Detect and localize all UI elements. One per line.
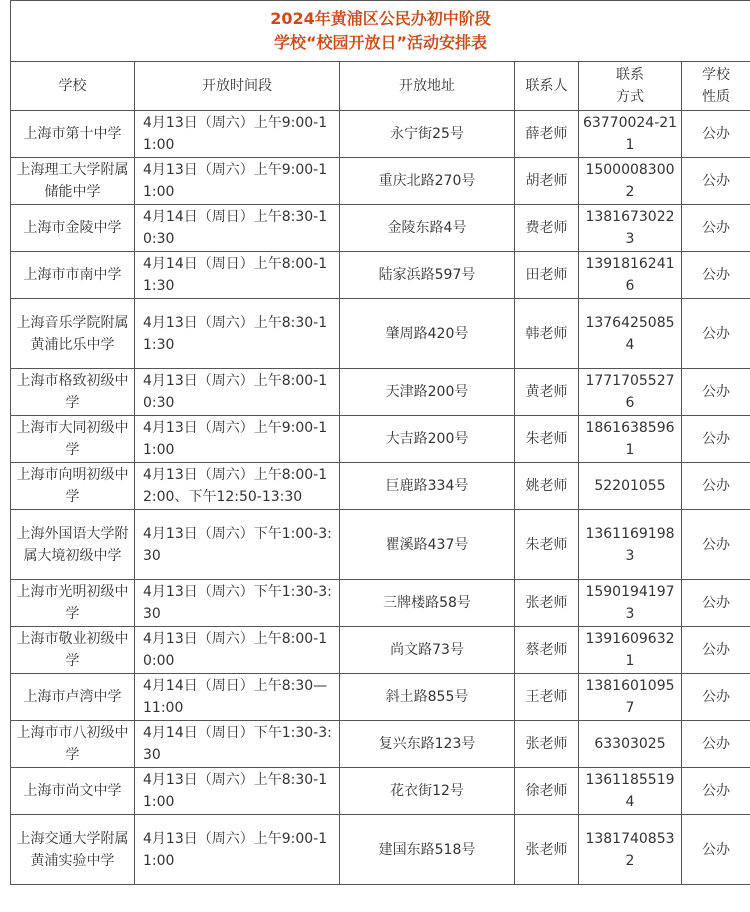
cell-school: 上海音乐学院附属黄浦比乐中学	[11, 299, 135, 369]
header-address: 开放地址	[340, 62, 515, 111]
table-row	[11, 580, 750, 627]
cell-type: 公办	[682, 463, 750, 510]
cell-address: 三牌楼路58号	[340, 580, 515, 627]
cell-contact: 黄老师	[515, 369, 579, 416]
cell-contact: 张老师	[515, 580, 579, 627]
cell-address: 重庆北路270号	[340, 158, 515, 205]
cell-phone: 13611691983	[579, 510, 682, 580]
table-row	[11, 815, 750, 885]
schedule-table	[10, 0, 750, 885]
cell-contact: 薛老师	[515, 111, 579, 158]
table-row	[11, 299, 750, 369]
cell-type: 公办	[682, 510, 750, 580]
cell-phone: 13817408532	[579, 815, 682, 885]
cell-phone: 17717055276	[579, 369, 682, 416]
cell-time: 4月13日（周六）上午8:00-10:00	[135, 627, 340, 674]
cell-school: 上海市光明初级中学	[11, 580, 135, 627]
header-time: 开放时间段	[135, 62, 340, 111]
cell-address: 斜土路855号	[340, 674, 515, 721]
cell-school: 上海市向明初级中学	[11, 463, 135, 510]
cell-school: 上海市格致初级中学	[11, 369, 135, 416]
cell-phone: 15901941973	[579, 580, 682, 627]
table-row	[11, 252, 750, 299]
cell-school: 上海市大同初级中学	[11, 416, 135, 463]
table-row	[11, 205, 750, 252]
cell-time: 4月13日（周六）上午8:00-12:00、下午12:50-13:30	[135, 463, 340, 510]
cell-time: 4月13日（周六）下午1:00-3:30	[135, 510, 340, 580]
cell-time: 4月14日（周日）下午1:30-3:30	[135, 721, 340, 768]
cell-type: 公办	[682, 768, 750, 815]
cell-type: 公办	[682, 252, 750, 299]
cell-school: 上海市卢湾中学	[11, 674, 135, 721]
table-row	[11, 674, 750, 721]
cell-address: 瞿溪路437号	[340, 510, 515, 580]
cell-school: 上海市敬业初级中学	[11, 627, 135, 674]
cell-time: 4月13日（周六）上午9:00-11:00	[135, 158, 340, 205]
table-title	[11, 1, 750, 62]
title-line-1: 2024年黄浦区公民办初中阶段	[270, 9, 491, 28]
cell-school: 上海交通大学附属黄浦实验中学	[11, 815, 135, 885]
cell-phone: 13816010957	[579, 674, 682, 721]
cell-time: 4月13日（周六）上午9:00-11:00	[135, 815, 340, 885]
cell-school: 上海市市南中学	[11, 252, 135, 299]
table-row	[11, 369, 750, 416]
cell-type: 公办	[682, 721, 750, 768]
cell-school: 上海市第十中学	[11, 111, 135, 158]
header-phone: 联系 方式	[579, 62, 682, 111]
table-row	[11, 768, 750, 815]
table-row	[11, 158, 750, 205]
cell-school: 上海市尚文中学	[11, 768, 135, 815]
cell-phone: 13764250854	[579, 299, 682, 369]
cell-type: 公办	[682, 580, 750, 627]
cell-contact: 朱老师	[515, 416, 579, 463]
header-row	[11, 62, 750, 111]
cell-phone: 13816730223	[579, 205, 682, 252]
cell-address: 肇周路420号	[340, 299, 515, 369]
cell-time: 4月13日（周六）上午8:00-10:30	[135, 369, 340, 416]
cell-time: 4月14日（周日）上午8:00-11:30	[135, 252, 340, 299]
cell-address: 金陵东路4号	[340, 205, 515, 252]
cell-contact: 王老师	[515, 674, 579, 721]
cell-contact: 韩老师	[515, 299, 579, 369]
cell-contact: 张老师	[515, 721, 579, 768]
cell-address: 尚文路73号	[340, 627, 515, 674]
cell-contact: 蔡老师	[515, 627, 579, 674]
cell-contact: 胡老师	[515, 158, 579, 205]
table-row	[11, 721, 750, 768]
cell-school: 上海市市八初级中学	[11, 721, 135, 768]
cell-address: 巨鹿路334号	[340, 463, 515, 510]
table-row	[11, 627, 750, 674]
cell-type: 公办	[682, 674, 750, 721]
cell-type: 公办	[682, 416, 750, 463]
cell-time: 4月13日（周六）上午8:30-11:30	[135, 299, 340, 369]
table-row	[11, 416, 750, 463]
cell-type: 公办	[682, 299, 750, 369]
cell-phone: 63770024-211	[579, 111, 682, 158]
cell-address: 建国东路518号	[340, 815, 515, 885]
cell-time: 4月13日（周六）下午1:30-3:30	[135, 580, 340, 627]
cell-time: 4月13日（周六）上午9:00-11:00	[135, 416, 340, 463]
cell-contact: 朱老师	[515, 510, 579, 580]
cell-address: 陆家浜路597号	[340, 252, 515, 299]
cell-type: 公办	[682, 111, 750, 158]
cell-phone: 63303025	[579, 721, 682, 768]
cell-school: 上海市金陵中学	[11, 205, 135, 252]
cell-type: 公办	[682, 815, 750, 885]
cell-phone: 13918162416	[579, 252, 682, 299]
cell-phone: 13916096321	[579, 627, 682, 674]
table-row	[11, 510, 750, 580]
cell-address: 天津路200号	[340, 369, 515, 416]
schedule-document	[10, 0, 750, 885]
cell-phone: 13611855194	[579, 768, 682, 815]
cell-time: 4月14日（周日）上午8:30-10:30	[135, 205, 340, 252]
header-contact: 联系人	[515, 62, 579, 111]
cell-phone: 18616385961	[579, 416, 682, 463]
cell-address: 复兴东路123号	[340, 721, 515, 768]
cell-contact: 张老师	[515, 815, 579, 885]
table-row	[11, 111, 750, 158]
table-row	[11, 463, 750, 510]
cell-time: 4月13日（周六）上午8:30-11:00	[135, 768, 340, 815]
cell-phone: 15000083002	[579, 158, 682, 205]
cell-phone: 52201055	[579, 463, 682, 510]
cell-contact: 田老师	[515, 252, 579, 299]
cell-time: 4月13日（周六）上午9:00-11:00	[135, 111, 340, 158]
cell-time: 4月14日（周日）上午8:30—11:00	[135, 674, 340, 721]
cell-contact: 徐老师	[515, 768, 579, 815]
cell-address: 花衣街12号	[340, 768, 515, 815]
cell-school: 上海理工大学附属储能中学	[11, 158, 135, 205]
title-line-2: 学校“校园开放日”活动安排表	[273, 33, 488, 52]
header-school: 学校	[11, 62, 135, 111]
cell-address: 大吉路200号	[340, 416, 515, 463]
cell-type: 公办	[682, 158, 750, 205]
cell-type: 公办	[682, 205, 750, 252]
cell-type: 公办	[682, 627, 750, 674]
cell-school: 上海外国语大学附属大境初级中学	[11, 510, 135, 580]
cell-type: 公办	[682, 369, 750, 416]
cell-address: 永宁街25号	[340, 111, 515, 158]
cell-contact: 姚老师	[515, 463, 579, 510]
header-type: 学校 性质	[682, 62, 750, 111]
cell-contact: 费老师	[515, 205, 579, 252]
